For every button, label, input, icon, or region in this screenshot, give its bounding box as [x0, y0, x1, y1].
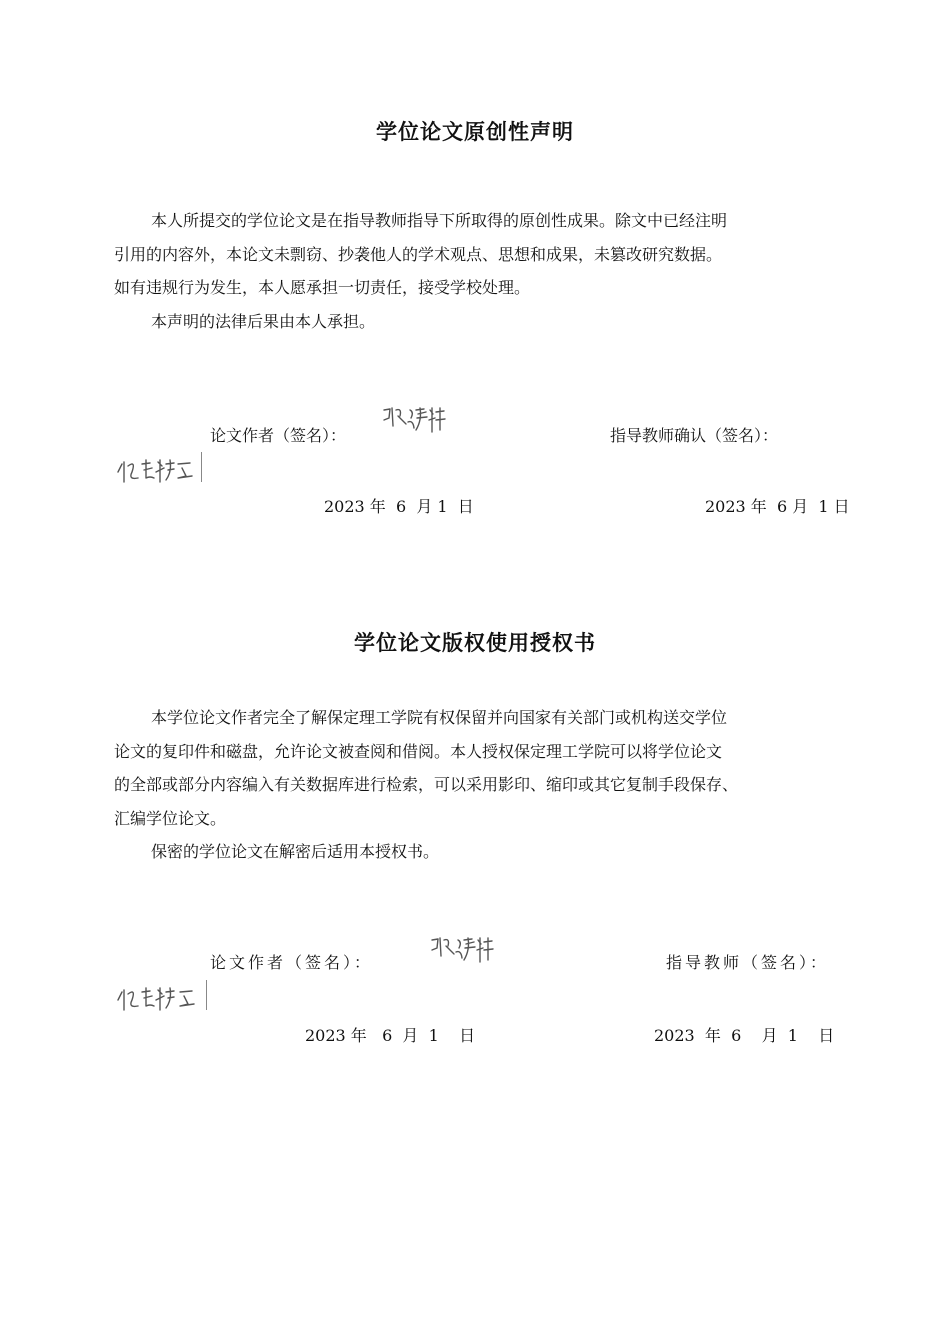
- declaration-line-1: 本人所提交的学位论文是在指导教师指导下所取得的原创性成果。除文中已经注明: [151, 211, 728, 230]
- declaration-title: 学位论文原创性声明: [376, 120, 574, 144]
- declaration-advisor-label: 指导教师确认（签名）：: [610, 426, 779, 445]
- declaration-author-signature: [380, 404, 448, 442]
- authorization-line-1: 本学位论文作者完全了解保定理工学院有权保留并向国家有关部门或机构送交学位: [151, 708, 728, 727]
- declaration-line-3: 如有违规行为发生，本人愿承担一切责任，接受学校处理。: [114, 278, 531, 297]
- authorization-advisor-signature: [116, 982, 200, 1018]
- declaration-signature-divider: [201, 452, 202, 482]
- authorization-paragraph: [114, 701, 872, 869]
- declaration-line-2: 引用的内容外，本论文未剽窃、抄袭他人的学术观点、思想和成果，未篡改研究数据。: [114, 244, 723, 264]
- authorization-author-date: 2023 年 6 月 1 日: [305, 1026, 476, 1045]
- authorization-title: 学位论文版权使用授权书: [354, 631, 596, 655]
- authorization-author-label: 论文作者（签名）：: [210, 953, 374, 972]
- declaration-paragraph: [114, 204, 872, 338]
- authorization-line-3: 的全部或部分内容编入有关数据库进行检索，可以采用影印、缩印或其它复制手段保存、: [114, 775, 739, 794]
- declaration-paragraph-2: 本声明的法律后果由本人承担。: [151, 311, 376, 331]
- authorization-advisor-date: 2023 年 6 月 1 日: [654, 1026, 835, 1045]
- authorization-paragraph-2: 保密的学位论文在解密后适用本授权书。: [151, 842, 440, 861]
- declaration-author-label: 论文作者（签名）：: [210, 426, 347, 445]
- authorization-signature-divider: [206, 980, 207, 1010]
- authorization-author-signature: [428, 934, 496, 972]
- declaration-author-date: 2023 年 6 月 1 日: [324, 497, 474, 516]
- declaration-advisor-date: 2023 年 6 月 1 日: [705, 497, 850, 516]
- authorization-advisor-label: 指导教师（签名）：: [666, 953, 830, 972]
- authorization-line-2: 论文的复印件和磁盘，允许论文被查阅和借阅。本人授权保定理工学院可以将学位论文: [114, 741, 723, 761]
- authorization-line-4: 汇编学位论文。: [114, 808, 227, 828]
- declaration-advisor-signature: [116, 454, 196, 490]
